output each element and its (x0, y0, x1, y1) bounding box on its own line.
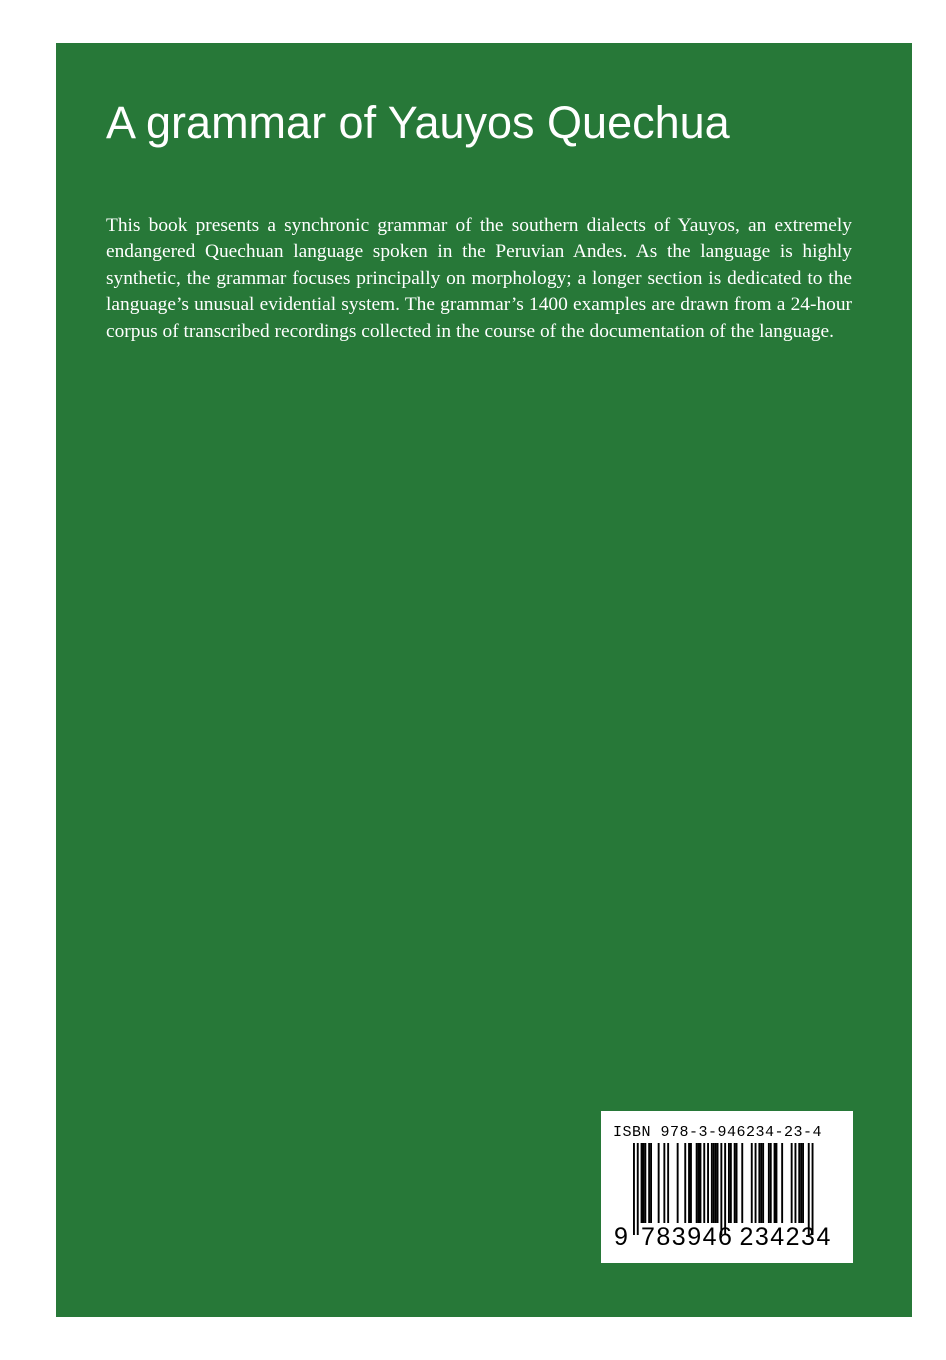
barcode-bar (762, 1143, 764, 1223)
barcode-bar (700, 1143, 702, 1223)
barcode-bar (713, 1143, 715, 1223)
barcode-bar (688, 1143, 690, 1223)
barcode-bar (741, 1143, 743, 1223)
barcode-bar (690, 1143, 692, 1223)
barcode-digit-first: 9 (614, 1223, 628, 1251)
barcode-bar (644, 1143, 646, 1223)
barcode-bar (736, 1143, 738, 1223)
barcode-bar (728, 1143, 730, 1223)
barcode-bar (641, 1143, 643, 1223)
barcode-bar (755, 1143, 757, 1223)
barcode-bar (717, 1143, 719, 1223)
barcode-bar (650, 1143, 652, 1223)
barcode-bar (800, 1143, 802, 1223)
barcode-bar (776, 1143, 778, 1223)
barcode-bar (770, 1143, 772, 1223)
isbn-barcode (601, 1111, 853, 1263)
barcode-bar (751, 1143, 753, 1223)
barcode-bar (667, 1143, 669, 1223)
barcode-bar (781, 1143, 783, 1223)
isbn-label: ISBN 978-3-946234-23-4 (613, 1124, 823, 1141)
barcode-bar (795, 1143, 797, 1223)
barcode-bar (648, 1143, 650, 1223)
barcode-bar (684, 1143, 686, 1223)
barcode-bar (715, 1143, 717, 1223)
barcode-bar (658, 1143, 660, 1223)
barcode-bar (711, 1143, 713, 1223)
barcode-bar (734, 1143, 736, 1223)
barcode-bar (798, 1143, 800, 1223)
barcode-bar (698, 1143, 700, 1223)
book-title: A grammar of Yauyos Quechua (106, 97, 730, 148)
barcode-bar (707, 1143, 709, 1223)
barcode-bar (643, 1143, 645, 1223)
barcode-bar (802, 1143, 804, 1223)
barcode-bar (703, 1143, 705, 1223)
barcode-bar (768, 1143, 770, 1223)
barcode-digit-group-left: 783946 (641, 1223, 734, 1251)
barcode-bar (760, 1143, 762, 1223)
barcode-bar (730, 1143, 732, 1223)
back-cover (56, 43, 912, 1317)
barcode-digits (614, 1222, 832, 1252)
barcode-bar (774, 1143, 776, 1223)
barcode-bar (696, 1143, 698, 1223)
barcode-bar (791, 1143, 793, 1223)
barcode-bar (758, 1143, 760, 1223)
barcode-bar (677, 1143, 679, 1223)
barcode-bar (663, 1143, 665, 1223)
barcode-digit-group-right: 234234 (739, 1223, 832, 1251)
book-description: This book presents a synchronic grammar of the southern dialects of Yauyos, an extremely endangered Quechuan language spoken in the Peruvian Andes. As the language is highly synthetic, the grammar focuses principally on morphology; a longer section is dedicated to the language’s unusual evidential system. The grammar’s 1400 examples are drawn from a 24-hour corpus of transcribed recordings collected in the course of the documentation of the language. (106, 215, 852, 342)
